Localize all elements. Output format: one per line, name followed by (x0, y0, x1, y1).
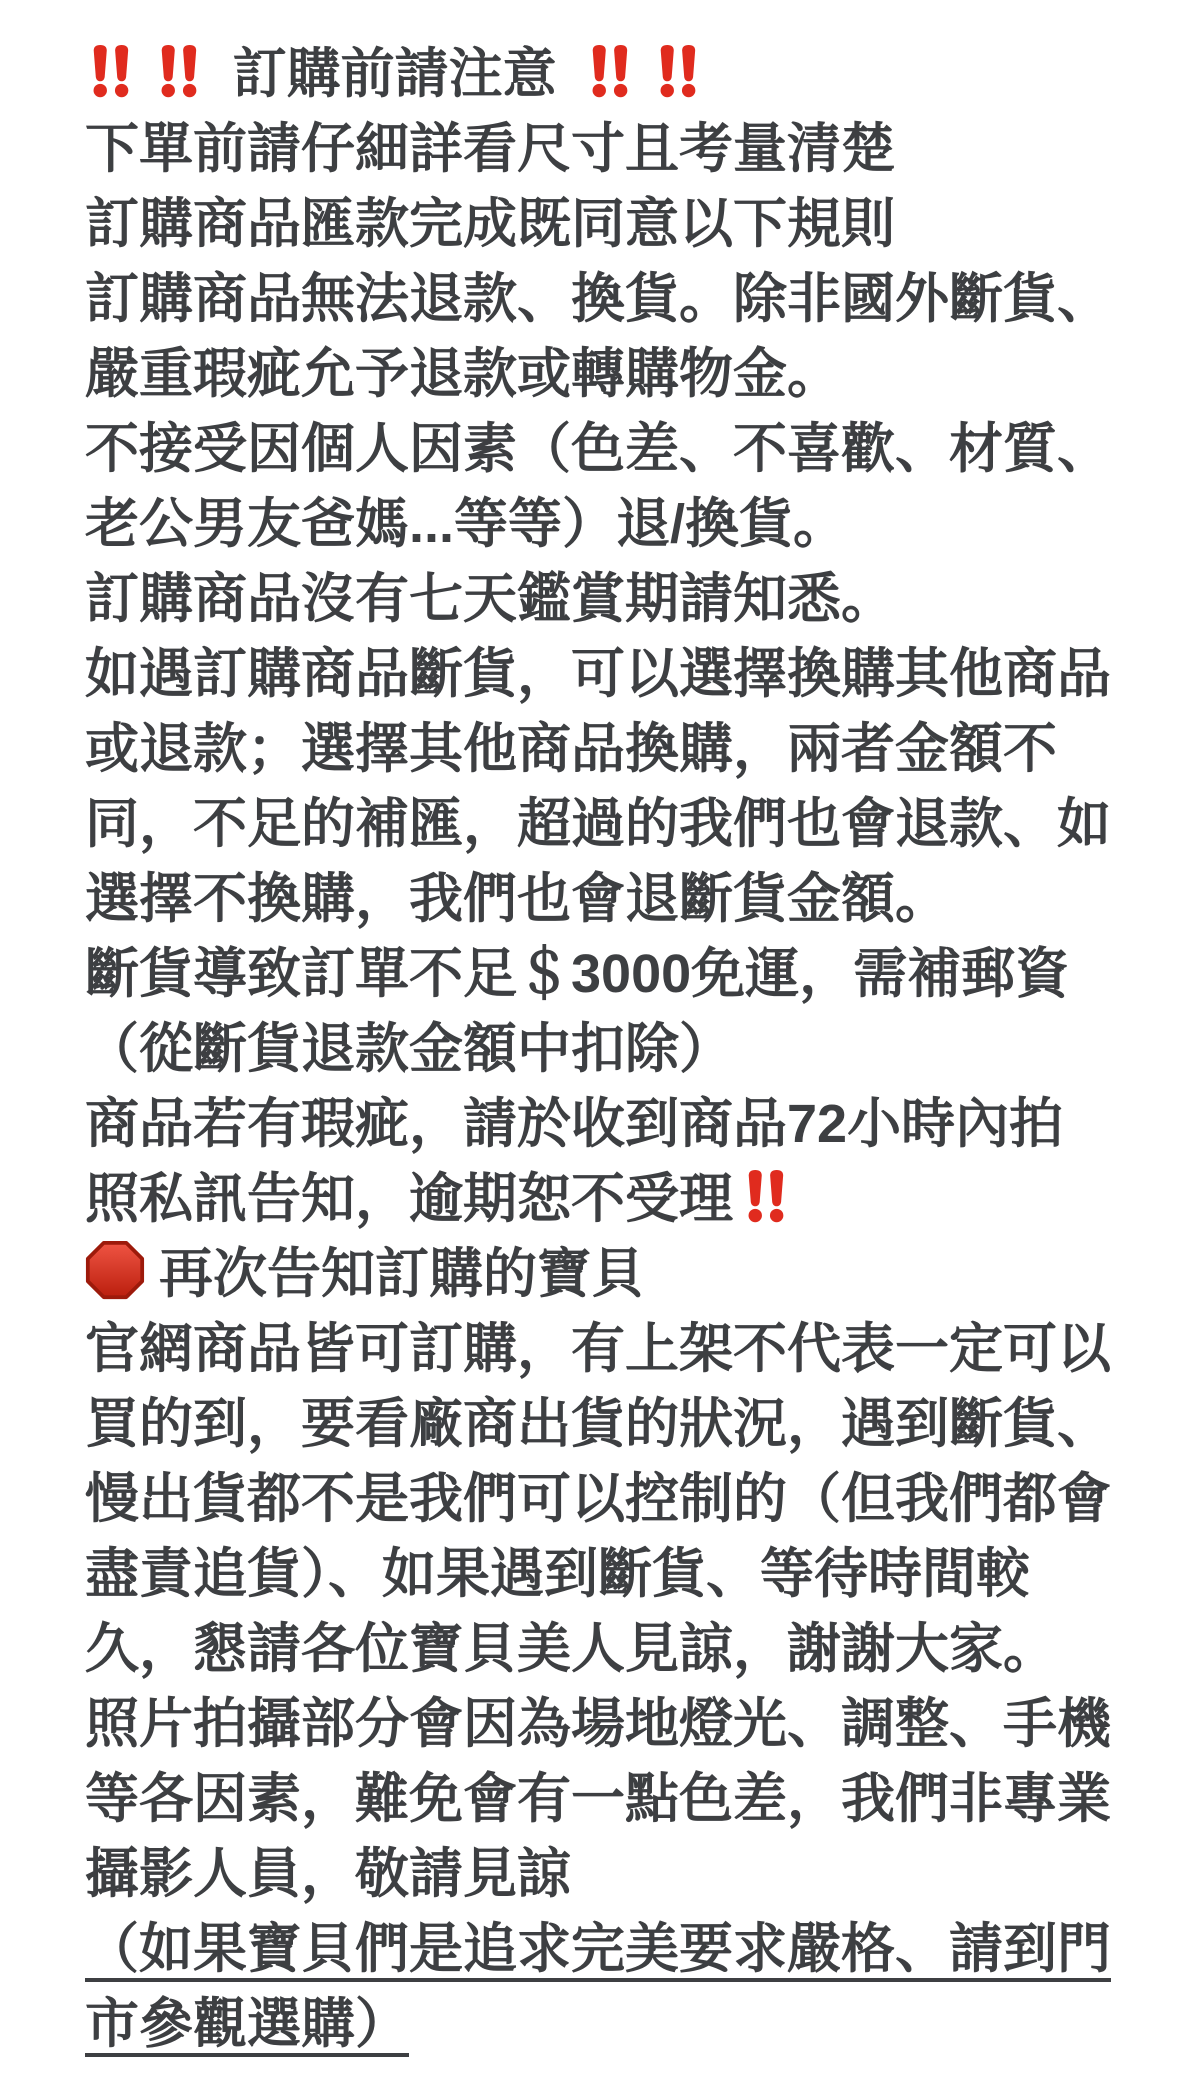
notice-line-text: 同，不足的補匯，超過的我們也會退款、如 (85, 794, 1111, 855)
notice-line-text: 等各因素，難免會有一點色差，我們非專業 (85, 1769, 1111, 1830)
notice-line-text: 斷貨導致訂單不足＄3000免運，需補郵資 (85, 944, 1070, 1005)
notice-line-text: 再次告知訂購的寶貝 (159, 1244, 645, 1305)
notice-line (85, 784, 1170, 859)
notice-line (85, 634, 1170, 709)
notice-line-text: 嚴重瑕疵允予退款或轉購物金。 (85, 344, 841, 405)
notice-line-text: 盡責追貨）、如果遇到斷貨、等待時間較 (85, 1544, 1030, 1605)
notice-line-underlined (85, 1909, 1170, 1984)
notice-line (85, 334, 1170, 409)
notice-line (85, 1834, 1170, 1909)
notice-line-text: 商品若有瑕疵，請於收到商品72小時內拍 (85, 1094, 1064, 1155)
notice-line (85, 1459, 1170, 1534)
notice-line-text: 如遇訂購商品斷貨，可以選擇換購其他商品 (85, 644, 1111, 705)
notice-line-text: 或退款；選擇其他商品換購，兩者金額不 (85, 719, 1057, 780)
notice-line (85, 1084, 1170, 1159)
double-exclamation-icon (158, 44, 201, 98)
notice-line (85, 1534, 1170, 1609)
double-exclamation-icon (589, 44, 632, 98)
notice-line-text: 下單前請仔細詳看尺寸且考量清楚 (85, 119, 895, 180)
notice-line-text: 慢出貨都不是我們可以控制的（但我們都會 (85, 1469, 1111, 1530)
notice-line (85, 934, 1170, 1009)
notice-line (85, 859, 1170, 934)
notice-line-text: 攝影人員，敬請見諒 (85, 1844, 571, 1905)
notice-line (85, 709, 1170, 784)
double-exclamation-icon (745, 1169, 788, 1223)
notice-line (85, 1384, 1170, 1459)
notice-line-text: 訂購商品沒有七天鑑賞期請知悉。 (85, 569, 895, 630)
notice-line-text: 老公男友爸媽...等等）退/換貨。 (85, 494, 848, 555)
double-exclamation-icon (90, 44, 133, 98)
notice-line-text: 久，懇請各位寶貝美人見諒，謝謝大家。 (85, 1619, 1057, 1680)
page-title-text: 訂購前請注意 (232, 44, 557, 105)
notice-line-text: 買的到，要看廠商出貨的狀況，遇到斷貨、 (85, 1394, 1111, 1455)
double-exclamation-icon (657, 44, 700, 98)
notice-line-text: 選擇不換購，我們也會退斷貨金額。 (85, 869, 949, 930)
notice-line (85, 1684, 1170, 1759)
notice-line (85, 409, 1170, 484)
notice-line (85, 1234, 1170, 1309)
notice-line-text: 訂購商品無法退款、換貨。除非國外斷貨、 (85, 269, 1111, 330)
notice-line (85, 1009, 1170, 1084)
notice-line-underlined (85, 1984, 1170, 2059)
notice-line-text: 照片拍攝部分會因為場地燈光、調整、手機 (85, 1694, 1111, 1755)
stop-sign-icon (85, 1240, 145, 1300)
notice-line (85, 1309, 1170, 1384)
notice-line (85, 1759, 1170, 1834)
notice-line (85, 1609, 1170, 1684)
notice-line-text: （從斷貨退款金額中扣除） (85, 1019, 733, 1080)
page-title (85, 34, 1170, 109)
notice-line-text: 訂購商品匯款完成既同意以下規則 (85, 194, 895, 255)
notice-line (85, 1159, 1170, 1234)
notice-line-text: 照私訊告知，逾期恕不受理 (85, 1169, 733, 1230)
notice-line (85, 259, 1170, 334)
notice-line (85, 184, 1170, 259)
notice-line (85, 109, 1170, 184)
notice-line (85, 484, 1170, 559)
notice-line-text: 官網商品皆可訂購，有上架不代表一定可以 (85, 1319, 1111, 1380)
notice-line-text: 不接受因個人因素（色差、不喜歡、材質、 (85, 419, 1111, 480)
notice-line (85, 559, 1170, 634)
notice-line-text: 市參觀選購） (85, 1994, 409, 2055)
notice-line-text: （如果寶貝們是追求完美要求嚴格、請到門 (85, 1919, 1111, 1980)
